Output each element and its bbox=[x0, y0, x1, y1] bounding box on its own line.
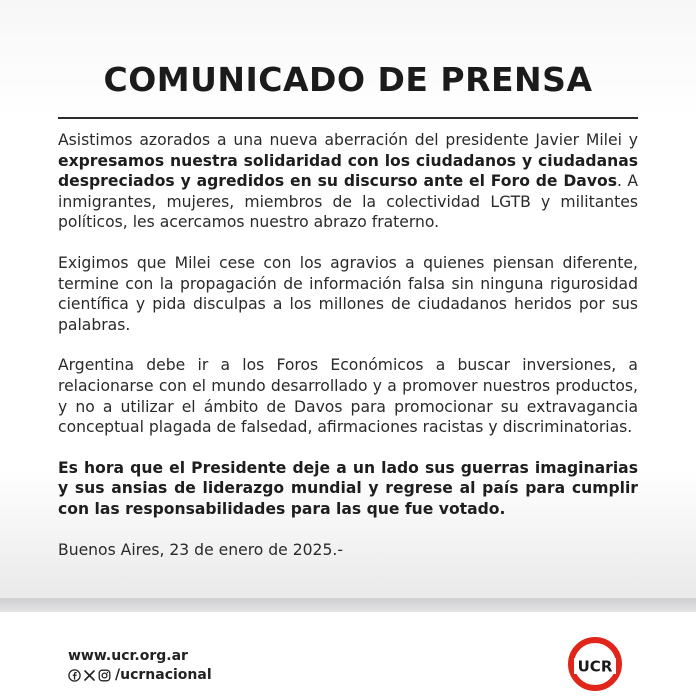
website-link[interactable]: www.ucr.org.ar bbox=[68, 648, 188, 664]
title-divider bbox=[58, 117, 638, 119]
social-handle[interactable]: /ucrnacional bbox=[115, 667, 212, 683]
paragraph-1-intro: Asistimos azorados a una nueva aberración del presidente Javier Milei y bbox=[58, 131, 638, 149]
footer-band bbox=[0, 598, 696, 612]
paragraph-3: Argentina debe ir a los Foros Económicos a buscar inversiones, a relacionarse con el mundo desarrollado y a promover nuestros productos, y no a utilizar el ámbito de Davos para promocionar su extravagancia conceptual plagada de falsedad, afirmaciones racistas y discriminatorias. bbox=[58, 356, 638, 437]
paragraph-4: Es hora que el Presidente deje a un lado sus guerras imaginarias y sus ansias de liderazgo mundial y regrese al país para cumplir con las responsabilidades para las que fue votado. bbox=[58, 458, 638, 518]
signoff-date: Buenos Aires, 23 de enero de 2025.- bbox=[58, 540, 343, 559]
x-icon[interactable] bbox=[83, 669, 96, 682]
paragraph-1-bold: expresamos nuestra solidaridad con los ciudadanos y ciudadanas despreciados y agredidos en su discurso ante el Foro de Davos bbox=[58, 151, 638, 191]
page-title: COMUNICADO DE PRENSA bbox=[103, 60, 593, 99]
ucr-logo bbox=[565, 634, 625, 694]
instagram-icon[interactable] bbox=[98, 669, 111, 682]
paragraph-2: Exigimos que Milei cese con los agravios a quienes piensan diferente, termine con la propagación de información falsa sin ninguna rigurosidad científica y pida disculpas a los millones de ciudadanos heridos por sus palabras. bbox=[58, 253, 638, 334]
press-release-body bbox=[58, 130, 638, 580]
paragraph-1 bbox=[58, 130, 638, 233]
social-links bbox=[68, 667, 212, 683]
facebook-icon[interactable] bbox=[68, 669, 81, 682]
logo-text: UCR bbox=[577, 657, 613, 676]
footer bbox=[0, 612, 696, 696]
paragraph-1-outro: . A inmigrantes, mujeres, miembros de la colectividad LGTB y militantes políticos, les acercamos nuestro abrazo fraterno. bbox=[58, 172, 638, 232]
